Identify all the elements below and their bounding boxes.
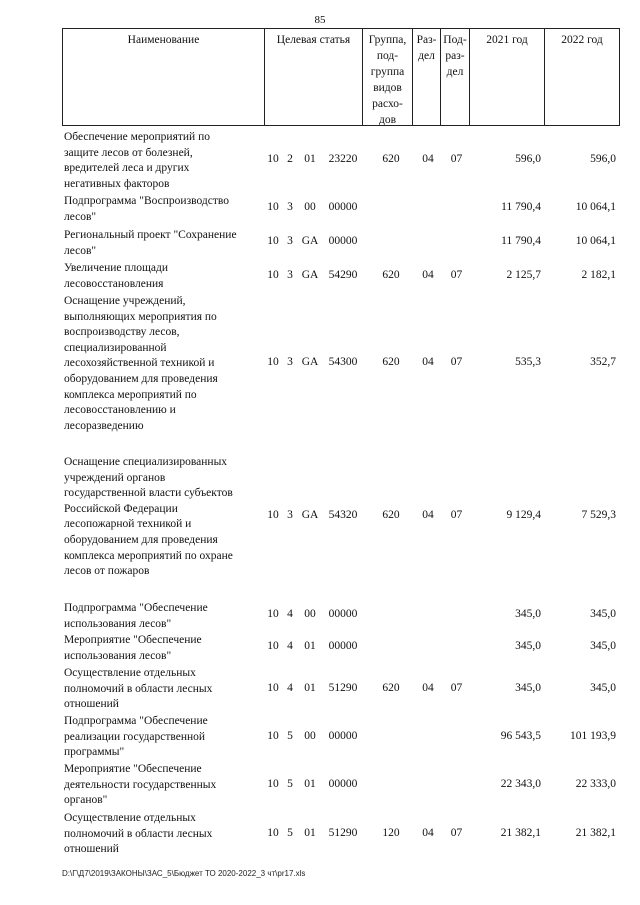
row-name: Оснащение специализированных учреждений органов государственной власти субъектов Российской Федерации лесопожарной техникой и оборудованием для проведения комплекса мероприятий по охране лесов от пожаров — [64, 456, 233, 578]
cell-t3: GA — [301, 235, 319, 247]
cell-y2022: 352,7 — [590, 356, 616, 368]
row-name: Увеличение площади лесовосстановления — [64, 262, 168, 290]
cell-y2022: 596,0 — [590, 153, 616, 165]
cell-t2: 3 — [287, 269, 293, 281]
cell-y2021: 21 382,1 — [500, 827, 541, 839]
cell-t2: 5 — [287, 778, 293, 790]
cell-y2022: 7 529,3 — [581, 509, 616, 521]
cell-subsection: 07 — [450, 153, 463, 165]
cell-t2: 3 — [287, 201, 293, 213]
cell-y2021: 345,0 — [515, 608, 541, 620]
cell-t1: 10 — [267, 509, 279, 521]
cell-t1: 10 — [267, 682, 279, 694]
cell-t4: 00000 — [328, 640, 358, 652]
cell-y2021: 11 790,4 — [501, 235, 541, 247]
row-name: Осуществление отдельных полномочий в области лесных отношений — [64, 812, 213, 856]
cell-y2021: 345,0 — [515, 682, 541, 694]
cell-t2: 4 — [287, 640, 293, 652]
cell-t2: 4 — [287, 682, 293, 694]
cell-t1: 10 — [267, 730, 279, 742]
cell-group: 620 — [382, 682, 400, 694]
cell-t2: 3 — [287, 509, 293, 521]
row-name: Оснащение учреждений, выполняющих мероприятия по воспроизводству лесов, специализированной лесохозяйственной техникой и оборудованием для проведения комплекса мероприятий по лесовосстановлению и лесоразведению — [64, 295, 218, 432]
cell-t3: GA — [301, 269, 319, 281]
cell-section: 04 — [422, 269, 434, 281]
cell-y2022: 10 064,1 — [575, 201, 616, 213]
header-2021: 2021 год — [470, 29, 545, 125]
cell-t4: 00000 — [328, 730, 358, 742]
cell-subsection: 07 — [450, 509, 463, 521]
row-name: Подпрограмма "Воспроизводство лесов" — [64, 195, 229, 223]
row-name: Региональный проект "Сохранение лесов" — [64, 229, 237, 257]
cell-t1: 10 — [267, 201, 279, 213]
cell-y2021: 9 129,4 — [506, 509, 541, 521]
row-name: Подпрограмма "Обеспечение использования лесов" — [64, 602, 208, 630]
cell-t3: 01 — [304, 640, 316, 652]
cell-t3: 01 — [304, 827, 316, 839]
cell-t4: 00000 — [328, 608, 358, 620]
cell-t2: 4 — [287, 608, 293, 620]
cell-t2: 3 — [287, 356, 293, 368]
header-subsection: Под- раз- дел — [441, 29, 470, 125]
cell-t3: 01 — [304, 153, 316, 165]
cell-t3: 00 — [304, 608, 316, 620]
cell-section: 04 — [422, 356, 434, 368]
cell-section: 04 — [422, 153, 434, 165]
cell-y2022: 10 064,1 — [575, 235, 616, 247]
cell-y2022: 345,0 — [590, 682, 616, 694]
cell-y2021: 96 543,5 — [500, 730, 541, 742]
row-name: Обеспечение мероприятий по защите лесов от болезней, вредителей леса и других негативных факторов — [64, 131, 210, 190]
cell-y2022: 345,0 — [590, 608, 616, 620]
cell-y2021: 596,0 — [515, 153, 541, 165]
cell-y2022: 101 193,9 — [570, 730, 616, 742]
cell-y2022: 21 382,1 — [575, 827, 616, 839]
cell-t4: 00000 — [328, 201, 358, 213]
cell-t2: 2 — [287, 153, 293, 165]
cell-group: 620 — [382, 509, 400, 521]
row-name: Мероприятие "Обеспечение использования лесов" — [64, 634, 202, 662]
cell-t4: 54290 — [328, 269, 358, 281]
cell-t3: 00 — [304, 201, 316, 213]
cell-y2022: 2 182,1 — [581, 269, 616, 281]
cell-t3: GA — [301, 509, 319, 521]
cell-t3: 00 — [304, 730, 316, 742]
cell-section: 04 — [422, 682, 434, 694]
header-2022: 2022 год — [561, 34, 603, 46]
cell-t4: 00000 — [328, 778, 358, 790]
header-group: Группа, под- группа видов расхо- дов — [363, 29, 413, 125]
cell-t1: 10 — [267, 269, 279, 281]
cell-section: 04 — [422, 827, 434, 839]
cell-subsection: 07 — [450, 356, 463, 368]
cell-section: 04 — [422, 509, 434, 521]
cell-t3: GA — [301, 356, 319, 368]
cell-group: 620 — [382, 153, 400, 165]
header-target: Целевая статья — [265, 29, 363, 125]
cell-t4: 00000 — [328, 235, 358, 247]
cell-y2021: 535,3 — [515, 356, 541, 368]
cell-t4: 54300 — [328, 356, 358, 368]
cell-subsection: 07 — [450, 682, 463, 694]
cell-y2021: 2 125,7 — [506, 269, 541, 281]
cell-t4: 54320 — [328, 509, 358, 521]
cell-t2: 3 — [287, 235, 293, 247]
cell-t2: 5 — [287, 827, 293, 839]
cell-y2021: 22 343,0 — [500, 778, 541, 790]
header-section: Раз- дел — [413, 29, 441, 125]
cell-t1: 10 — [267, 356, 279, 368]
row-name: Мероприятие "Обеспечение деятельности государственных органов" — [64, 763, 217, 807]
cell-t4: 23220 — [328, 153, 358, 165]
cell-t1: 10 — [267, 235, 279, 247]
cell-t4: 51290 — [328, 827, 358, 839]
table-header — [62, 28, 620, 126]
file-path-footer: D:\Г\Д7\2019\ЗАКОНЫ\ЗАС_5\Бюджет ТО 2020-2022_3 чт\pr17.xls — [62, 869, 306, 878]
cell-t4: 51290 — [328, 682, 358, 694]
cell-t1: 10 — [267, 153, 279, 165]
cell-subsection: 07 — [450, 827, 463, 839]
cell-group: 620 — [382, 269, 400, 281]
cell-t1: 10 — [267, 608, 279, 620]
cell-y2022: 22 333,0 — [575, 778, 616, 790]
page-number: 85 — [314, 14, 326, 26]
row-name: Подпрограмма "Обеспечение реализации государственной программы" — [64, 715, 208, 759]
cell-group: 120 — [382, 827, 400, 839]
cell-t3: 01 — [304, 682, 316, 694]
cell-t3: 01 — [304, 778, 316, 790]
cell-y2022: 345,0 — [590, 640, 616, 652]
cell-t1: 10 — [267, 778, 279, 790]
cell-y2021: 11 790,4 — [501, 201, 541, 213]
cell-y2021: 345,0 — [515, 640, 541, 652]
cell-t1: 10 — [267, 827, 279, 839]
cell-subsection: 07 — [450, 269, 463, 281]
row-name: Осуществление отдельных полномочий в области лесных отношений — [64, 667, 213, 711]
cell-t2: 5 — [287, 730, 293, 742]
cell-group: 620 — [382, 356, 400, 368]
cell-t1: 10 — [267, 640, 279, 652]
header-name: Наименование — [63, 29, 265, 125]
